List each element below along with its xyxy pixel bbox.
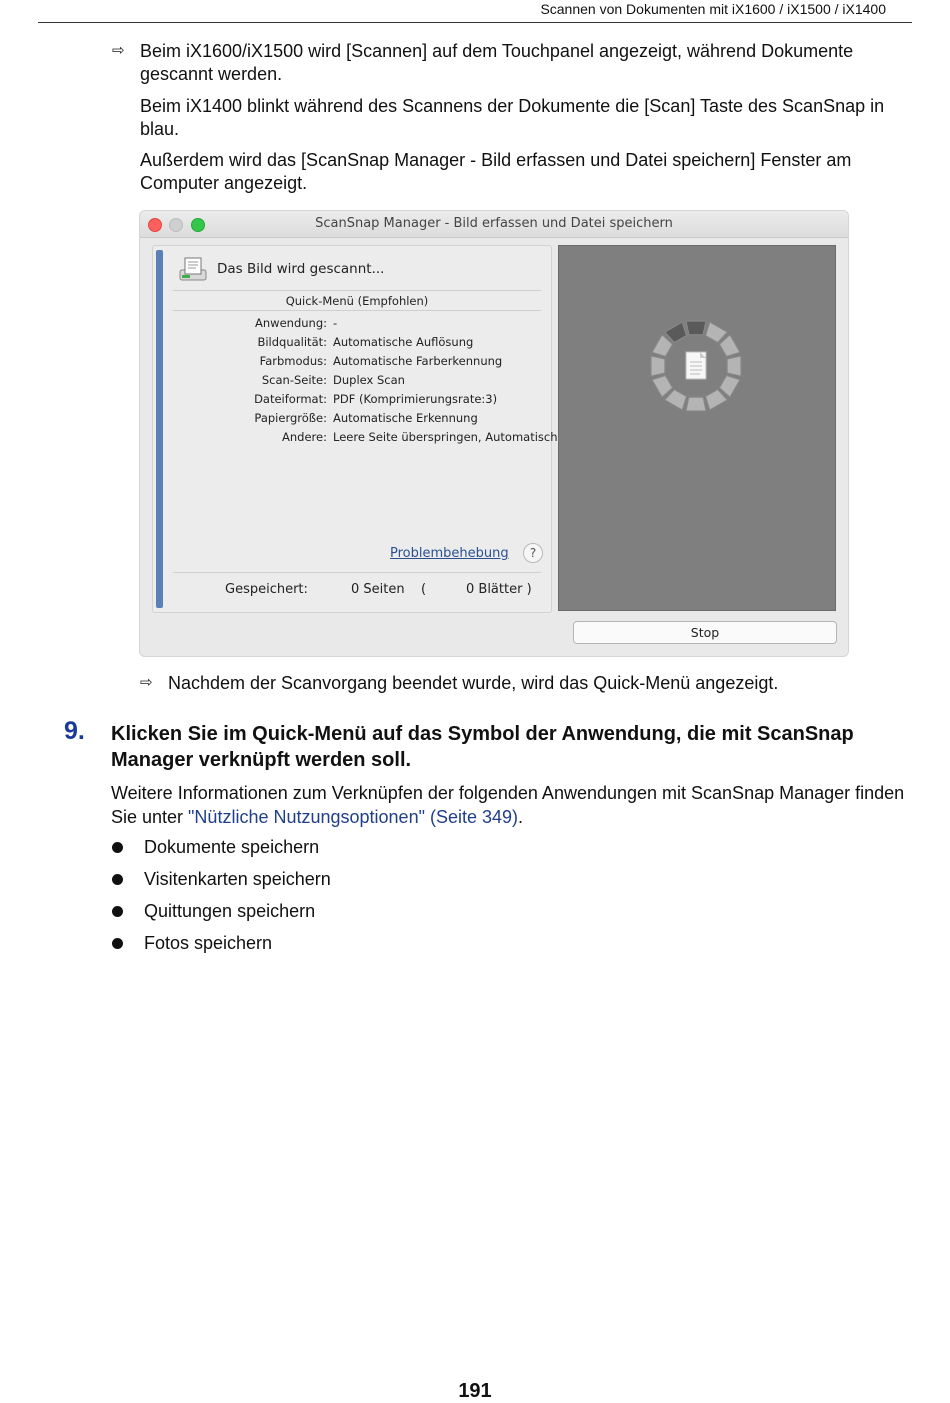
- setting-row-application: Anwendung: -: [255, 316, 338, 330]
- quick-menu-title: Quick-Menü (Empfohlen): [285, 294, 429, 308]
- saved-sheets-count: 0 Blätter ): [466, 582, 532, 597]
- scan-progress-sidebar: [156, 250, 163, 608]
- setting-row-scan-side: Scan-Seite: Duplex Scan: [261, 373, 405, 387]
- saved-label: Gespeichert:: [225, 582, 308, 597]
- saved-pages-count: 0 Seiten: [351, 582, 405, 597]
- spinner-segment: [720, 335, 740, 357]
- arrow-right-icon: ⇨: [112, 42, 125, 59]
- divider: [173, 310, 541, 311]
- bullet-icon: [112, 906, 123, 917]
- step-description: Weitere Informationen zum Verknüpfen der folgenden Anwendungen mit ScanSnap Manager finden Sie unter "Nützliche Nutzungsoptionen" (Seite 349).: [111, 783, 905, 827]
- header-divider: [38, 22, 912, 23]
- spinner-segment: [651, 356, 665, 376]
- spinner-segment: [706, 390, 728, 410]
- spinner-segment: [686, 321, 706, 335]
- bullet-icon: [112, 874, 123, 885]
- header-title: Scannen von Dokumenten mit iX1600 / iX1500 / iX1400: [540, 1, 886, 17]
- spinner-segment: [652, 335, 672, 357]
- saved-paren: (: [421, 582, 427, 597]
- setting-row-color-mode: Farbmodus: Automatische Farberkennung: [259, 354, 503, 368]
- setting-row-file-format: Dateiformat: PDF (Komprimierungsrate:3): [254, 392, 498, 406]
- spinner-segment: [706, 322, 728, 342]
- spinner-segment: [686, 397, 706, 411]
- list-item: Dokumente speichern: [144, 837, 320, 857]
- intro-paragraph-3: Außerdem wird das [ScanSnap Manager - Bild erfassen und Datei speichern] Fenster am Computer angezeigt.: [140, 150, 852, 193]
- bullet-icon: [112, 842, 123, 853]
- spinner-segment: [665, 322, 687, 342]
- scanner-document-icon: [179, 256, 209, 284]
- after-scan-note: Nachdem der Scanvorgang beendet wurde, wird das Quick-Menü angezeigt.: [168, 673, 779, 693]
- window-titlebar: [140, 211, 848, 238]
- help-button[interactable]: ?: [523, 543, 543, 563]
- intro-paragraph-1: Beim iX1600/iX1500 wird [Scannen] auf dem Touchpanel angezeigt, während Dokumente gescannt werden.: [140, 41, 854, 84]
- step-title: Klicken Sie im Quick-Menü auf das Symbol der Anwendung, die mit ScanSnap Manager verknüpft werden soll.: [111, 723, 854, 771]
- scanning-spinner-icon: [648, 318, 744, 414]
- list-item: Fotos speichern: [144, 933, 273, 953]
- spinner-segment: [727, 356, 741, 376]
- scan-info-panel: [152, 245, 558, 613]
- scan-status-text: Das Bild wird gescannt...: [217, 261, 385, 277]
- divider: [173, 290, 541, 291]
- setting-row-other: Andere: Leere Seite überspringen, Automatisch: [282, 430, 558, 444]
- scansnap-window: [140, 211, 848, 656]
- page-number: 191: [458, 1380, 492, 1402]
- bullet-icon: [112, 938, 123, 949]
- list-item: Quittungen speichern: [144, 901, 316, 921]
- window-title: ScanSnap Manager - Bild erfassen und Datei speichern: [315, 216, 673, 231]
- useful-options-link[interactable]: "Nützliche Nutzungsoptionen" (Seite 349): [188, 807, 519, 827]
- divider: [173, 572, 541, 573]
- spinner-segment: [720, 376, 740, 398]
- setting-row-paper-size: Papiergröße: Automatische Erkennung: [254, 411, 478, 425]
- list-item: Visitenkarten speichern: [144, 869, 331, 889]
- troubleshooting-link[interactable]: Problembehebung: [390, 546, 509, 561]
- spinner-segment: [665, 390, 687, 410]
- scan-preview-panel: [558, 245, 836, 611]
- step-number: 9.: [64, 717, 85, 745]
- setting-row-image-quality: Bildqualität: Automatische Auflösung: [257, 335, 474, 349]
- stop-button[interactable]: Stop: [573, 621, 837, 644]
- spinner-segment: [652, 376, 672, 398]
- arrow-right-icon: ⇨: [140, 674, 153, 691]
- intro-paragraph-2: Beim iX1400 blinkt während des Scannens der Dokumente die [Scan] Taste des ScanSnap in blau.: [140, 96, 885, 139]
